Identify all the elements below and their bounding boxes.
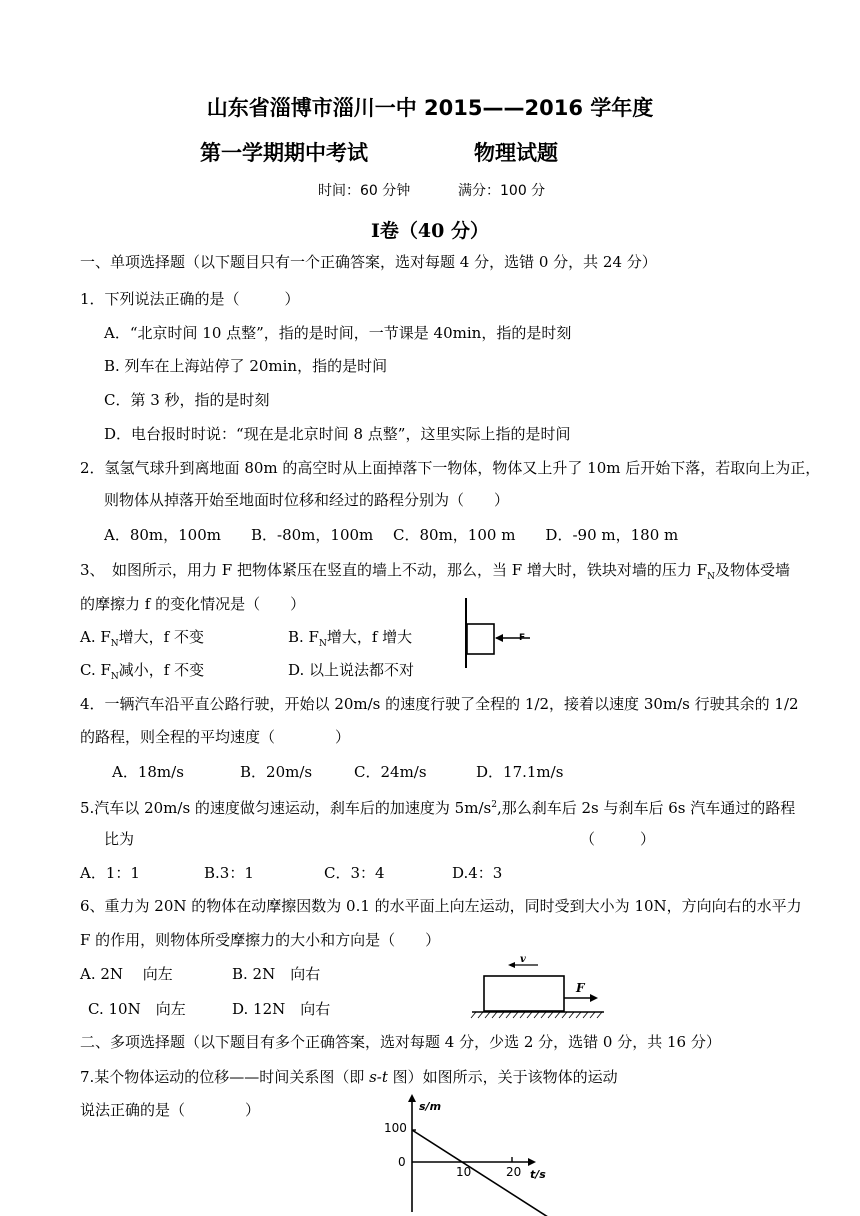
exam-score: 满分：100 分 [458,183,546,199]
q4-line1: 4．一辆汽车沿平直公路行驶，开始以 20m/s 的速度行驶了全程的 1/2，接着以速度 30m/s 行驶其余的 1/2 [80,695,799,713]
q4-option-a: A．18m/s [112,763,184,781]
block-rect [467,624,494,654]
y-tick-label: 100 [384,1121,407,1135]
force-arrow-head [495,634,503,642]
exam-title: 山东省淄博市淄川一中 2015——2016 学年度 [206,96,654,120]
volume-heading: Ⅰ卷（40 分） [371,220,489,242]
exam-time: 时间：60 分钟 [318,183,411,199]
q5-option-d: D.4：3 [452,864,503,882]
q1-option-a: A．“北京时间 10 点整”，指的是时间，一节课是 40min，指的是时刻 [104,324,572,342]
q3-option-c: C. $F_N$减小，f 不变 [80,661,205,682]
exam-subtitle-left: 第一学期期中考试 [200,141,368,165]
q6-option-a: A. 2N 向左 [80,965,173,983]
q4-line2: 的路程，则全程的平均速度（ ） [80,728,351,746]
x-axis-arrow [528,1158,536,1166]
floor-hatching [471,1012,602,1018]
q3-line1-text: 3、 如图所示，用力 F 把物体紧压在竖直的墙上不动，那么，当 F 增大时，铁块对墙的压力 F [80,561,708,579]
q4-option-d: D．17.1m/s [476,763,564,781]
force-label: F [576,981,585,995]
q3-line1 [80,560,790,587]
q6-option-d: D. 12N 向右 [232,1000,331,1018]
q4-option-c: C．24m/s [354,763,427,781]
q5-option-c: C．3：4 [324,864,385,882]
q7-st-italic: s-t [369,1068,388,1086]
x-axis-label: t/s [530,1168,546,1181]
q7-st-graph [364,1092,546,1214]
q2-line1: 2．氢氢气球升到离地面 80m 的高空时从上面掉落下一物体，物体又上升了 10m 后开始下落，若取向上为正， [80,459,821,477]
q3-wall-figure [458,596,538,670]
q5-option-a: A．1：1 [80,864,140,882]
q5-superscript: 2 [491,800,497,810]
q3-line1-tail: 及物体受墙 [715,561,791,579]
y-axis-label: s/m [419,1100,442,1113]
q4-option-b: B．20m/s [240,763,313,781]
q6-option-b: B. 2N 向右 [232,965,321,983]
origin-label: 0 [398,1155,406,1169]
x-tick-label: 20 [506,1165,522,1179]
q1-option-b: B. 列车在上海站停了 20min，指的是时间 [104,357,388,375]
force-label: F [519,633,526,643]
section1-heading: 一、单项选择题（以下题目只有一个正确答案，选对每题 4 分，选错 0 分，共 24 分） [80,253,657,271]
q6-line2: F 的作用，则物体所受摩擦力的大小和方向是（ ） [80,931,441,949]
force-arrow-head [590,994,598,1002]
velocity-arrow-head [508,962,515,968]
series-line [412,1130,572,1216]
q2-line2: 则物体从掉落开始至地面时位移和经过的路程分别为（ ） [104,491,510,509]
q3-subscript: N [707,572,715,582]
y-axis-arrow [408,1094,416,1102]
q3-option-d: D. 以上说法都不对 [288,661,415,679]
q5-blank: （ ） [580,830,656,848]
velocity-label: v [520,954,526,965]
q3-option-b: B. $F_N$增大，f 增大 [288,628,413,649]
q5-line2: 比为 [104,830,135,848]
q1-stem: 1．下列说法正确的是（ ） [80,290,300,308]
q6-option-c: C. 10N 向左 [88,1000,186,1018]
q1-option-c: C．第 3 秒，指的是时刻 [104,391,270,409]
q5-option-b: B.3：1 [204,864,254,882]
q5-line1: 5.汽车以 20m/s 的速度做匀速运动，刹车后的加速度为 $5m/s^2$,那么刹车后 2s 与刹车后 6s 汽车通过的路程 [80,799,796,817]
q7-line2: 说法正确的是（ ） [80,1101,261,1119]
q3-line2: 的摩擦力 f 的变化情况是（ ） [80,595,306,613]
q7-line1: 7.某个物体运动的位移——时间关系图（即 s-t 图）如图所示，关于该物体的运动 [80,1068,618,1086]
exam-subtitle-right: 物理试题 [474,141,558,165]
q6-block-figure [468,948,608,1023]
q2-options: A．80m，100m B．-80m，100m C．80m，100 m D．-90 m，180 m [104,526,679,544]
section2-heading: 二、多项选择题（以下题目有多个正确答案，选对每题 4 分，少选 2 分，选错 0 分，共 16 分） [80,1033,721,1051]
q3-option-a: A. $F_N$增大，f 不变 [80,628,204,649]
q6-line1: 6、重力为 20N 的物体在动摩擦因数为 0.1 的水平面上向左运动，同时受到大小为 10N，方向向右的水平力 [80,897,802,915]
x-tick-label: 10 [456,1165,472,1179]
q1-option-d: D．电台报时时说：“现在是北京时间 8 点整”，这里实际上指的是时间 [104,425,571,443]
sliding-block [484,976,564,1011]
